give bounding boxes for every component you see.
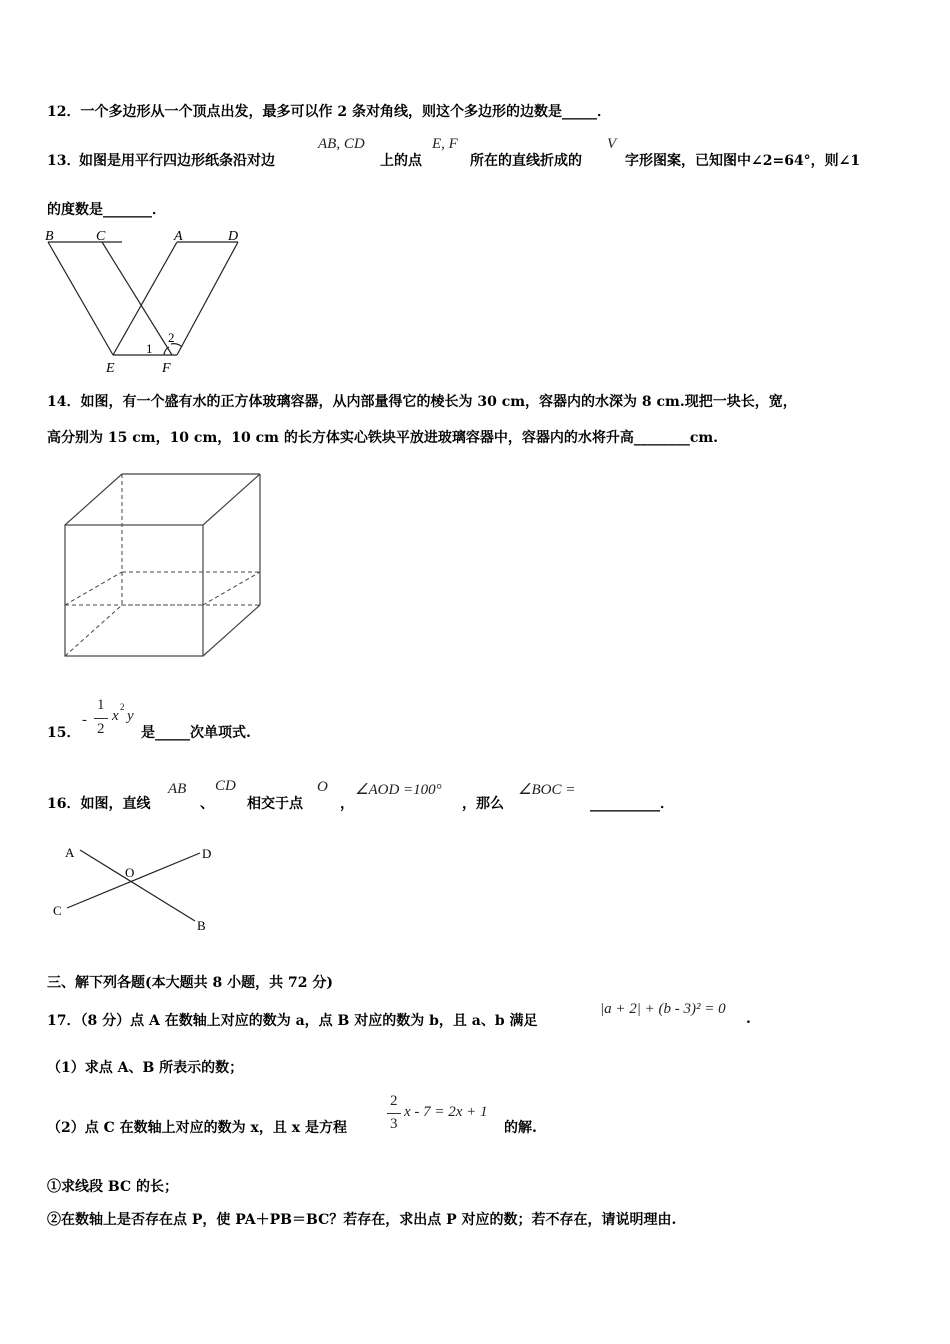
figure-16-label-c: C: [53, 903, 62, 918]
question-17-equation: x - 7 = 2x + 1: [404, 1104, 488, 1120]
question-17-part-2: ②在数轴上是否存在点 P，使 PA＋PB＝BC？若存在，求出点 P 对应的数；若不存在，请说明理由.: [47, 1212, 677, 1228]
question-13-text-2: 上的点: [380, 153, 422, 169]
question-15-numerator: 1: [97, 697, 105, 713]
figure-13-label-a: A: [174, 229, 183, 244]
question-15-fraction-bar: [94, 718, 108, 719]
question-13-text-1: 如图是用平行四边形纸条沿对边: [79, 153, 275, 169]
question-16-comma: ，: [340, 796, 354, 812]
question-17-formula: |a + 2| + (b - 3)² = 0: [600, 1001, 726, 1017]
question-13-math-ab-cd: AB, CD: [318, 136, 365, 152]
question-14-line-1: 14．如图，有一个盛有水的正方体玻璃容器，从内部量得它的棱长为 30 cm，容器内的水深为 8 cm.现把一块长，宽，: [47, 394, 797, 410]
question-13-number: 13．: [47, 153, 81, 169]
question-13-math-ef: E, F: [432, 136, 458, 152]
question-16-separator: 、: [200, 796, 214, 812]
question-16-text-1: 16．如图，直线: [47, 796, 151, 812]
question-16-math-ab: AB: [168, 781, 187, 797]
question-16-angle-aod: ∠AOD =100°: [355, 782, 442, 798]
question-12: 12．一个多边形从一个顶点出发，最多可以作 2 条对角线，则这个多边形的边数是_____．: [47, 104, 611, 120]
figure-13-angle-2: 2: [168, 330, 175, 345]
figure-13-v-shape: [40, 225, 255, 380]
figure-13-label-e: E: [106, 361, 115, 376]
figure-16-label-o: O: [125, 865, 135, 880]
question-17-head: 17．（8 分）点 A 在数轴上对应的数为 a，点 B 对应的数为 b，且 a、b 满足: [47, 1013, 538, 1029]
question-13-text-3: 所在的直线折成的: [470, 153, 582, 169]
figure-16-label-b: B: [197, 918, 206, 933]
question-16-text-3: ，那么: [462, 796, 504, 812]
figure-13-label-c: C: [96, 229, 106, 244]
question-17-frac-num: 2: [390, 1093, 398, 1109]
question-17-sub-2-pre: （2）点 C 在数轴上对应的数为 x，且 x 是方程: [47, 1120, 347, 1136]
figure-13-angle-1: 1: [146, 341, 153, 356]
figure-13-label-b: B: [45, 229, 54, 244]
question-13-math-v: V: [607, 136, 617, 152]
question-15-tail: 是_____次单项式.: [141, 725, 251, 741]
question-16-text-2: 相交于点: [247, 796, 303, 812]
question-17-frac-den: 3: [390, 1116, 398, 1132]
question-17-part-1: ①求线段 BC 的长；: [47, 1179, 178, 1195]
question-17-period: .: [746, 1011, 751, 1027]
question-15-number: 15．: [47, 725, 81, 741]
figure-16-label-d: D: [202, 846, 212, 861]
question-17-sub-1: （1）求点 A、B 所表示的数；: [47, 1060, 244, 1076]
question-17-sub-2-post: 的解.: [504, 1120, 537, 1136]
figure-13-label-f: F: [162, 361, 171, 376]
question-16-math-o: O: [317, 779, 328, 795]
figure-13-label-d: D: [228, 229, 239, 244]
question-16-math-cd: CD: [215, 778, 236, 794]
question-15-denominator: 2: [97, 721, 105, 737]
question-14-line-2: 高分别为 15 cm，10 cm，10 cm 的长方体实心铁块平放进玻璃容器中，容器内的水将升高________cm.: [47, 430, 719, 446]
question-15-minus: -: [82, 712, 87, 728]
question-17-frac-bar: [387, 1113, 401, 1114]
question-15-x: x: [112, 708, 119, 724]
question-15-exponent: 2: [120, 702, 125, 712]
section-3-title: 三、解下列各题(本大题共 8 小题，共 72 分): [47, 975, 333, 991]
figure-14-cube: [55, 465, 275, 665]
figure-16-label-a: A: [65, 845, 75, 860]
question-16-blank: __________．: [590, 796, 674, 812]
question-13-text-4: 字形图案，已知图中∠2=64°，则∠1: [625, 153, 861, 169]
figure-16-intersecting-lines: [45, 838, 225, 938]
question-16-angle-boc: ∠BOC =: [518, 782, 576, 798]
question-13-line-2: 的度数是_______．: [47, 202, 166, 218]
question-15-y: y: [127, 708, 134, 724]
